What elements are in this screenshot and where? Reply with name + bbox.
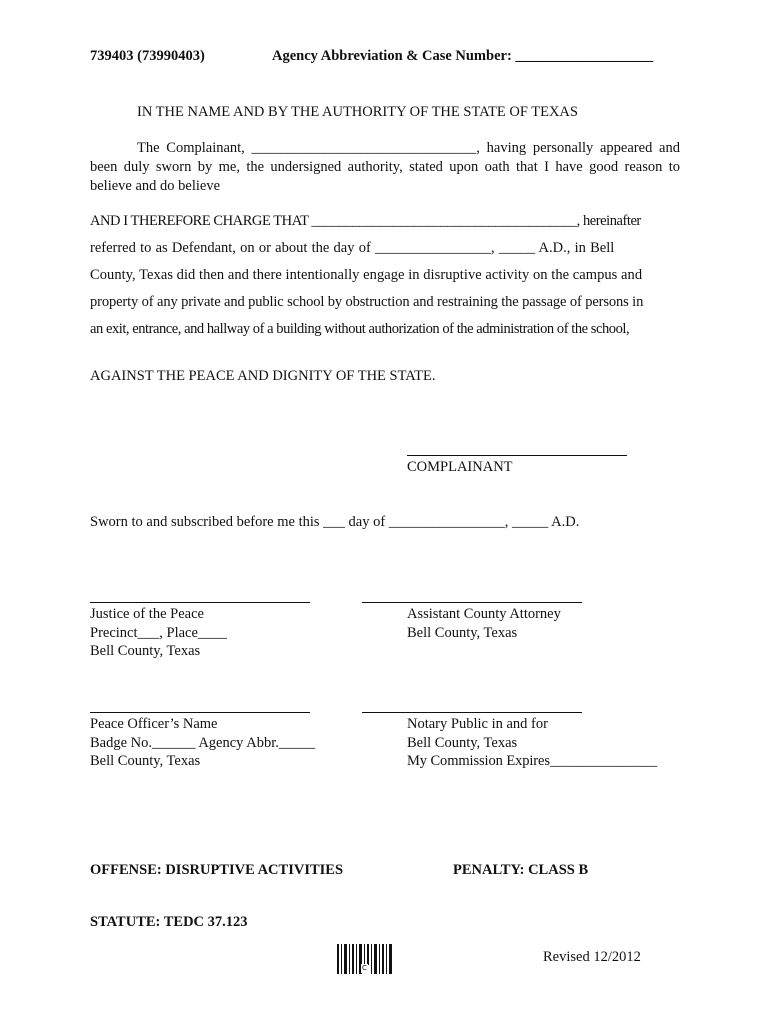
assistant-attorney-block [407, 605, 561, 642]
justice-of-peace-block [90, 605, 227, 661]
charge-line: an exit, entrance, and hallway of a building without authorization of the administration of the school, [90, 321, 630, 337]
offense-label: OFFENSE: DISRUPTIVE ACTIVITIES [90, 862, 344, 878]
revised-date: Revised 12/2012 [543, 949, 641, 965]
officer-name: Peace Officer’s Name [90, 716, 218, 732]
attorney-signature-line [362, 602, 582, 603]
notary-commission: My Commission Expires_______________ [407, 753, 658, 769]
penalty-label: PENALTY: CLASS B [453, 862, 589, 878]
agency-case-number-label: Agency Abbreviation & Case Number: ___________________ [272, 48, 654, 64]
against-peace-line: AGAINST THE PEACE AND DIGNITY OF THE STATE. [90, 368, 436, 384]
officer-signature-line [90, 712, 310, 713]
officer-county: Bell County, Texas [90, 753, 201, 769]
justice-precinct: Precinct___, Place____ [90, 624, 227, 641]
statute-label: STATUTE: TEDC 37.123 [90, 914, 248, 930]
notary-signature-line [362, 712, 582, 713]
complainant-signature-line [407, 455, 627, 456]
notary-county: Bell County, Texas [407, 734, 518, 751]
form-number: 739403 (73990403) [90, 48, 205, 64]
attorney-county: Bell County, Texas [407, 624, 518, 641]
notary-block [407, 715, 657, 771]
charge-line: AND I THEREFORE CHARGE THAT _______________________________________, hereinafter [90, 213, 641, 229]
sworn-line: Sworn to and subscribed before me this ___ day of ________________, _____ A.D. [90, 514, 580, 530]
complainant-paragraph: The Complainant, _______________________________, having personally appeared and been duly sworn by me, the undersigned authority, stated upon oath that I have good reason to believe and do believe [90, 140, 680, 194]
authority-heading: IN THE NAME AND BY THE AUTHORITY OF THE STATE OF TEXAS [137, 104, 578, 120]
complainant-label: COMPLAINANT [407, 459, 513, 475]
charge-line: property of any private and public school by obstruction and restraining the passage of persons in [90, 294, 644, 310]
peace-officer-block [90, 715, 315, 771]
justice-county: Bell County, Texas [90, 643, 201, 659]
notary-title: Notary Public in and for [407, 716, 548, 732]
officer-badge: Badge No.______ Agency Abbr._____ [90, 734, 316, 751]
charge-line: County, Texas did then and there intentionally engage in disruptive activity on the campus and [90, 267, 643, 283]
justice-signature-line [90, 602, 310, 603]
attorney-title: Assistant County Attorney [407, 606, 561, 622]
justice-title: Justice of the Peace [90, 606, 204, 622]
barcode [337, 944, 393, 974]
barcode-character: C [362, 964, 367, 972]
charge-line: referred to as Defendant, on or about the day of ________________, _____ A.D., in Bell [90, 240, 615, 256]
